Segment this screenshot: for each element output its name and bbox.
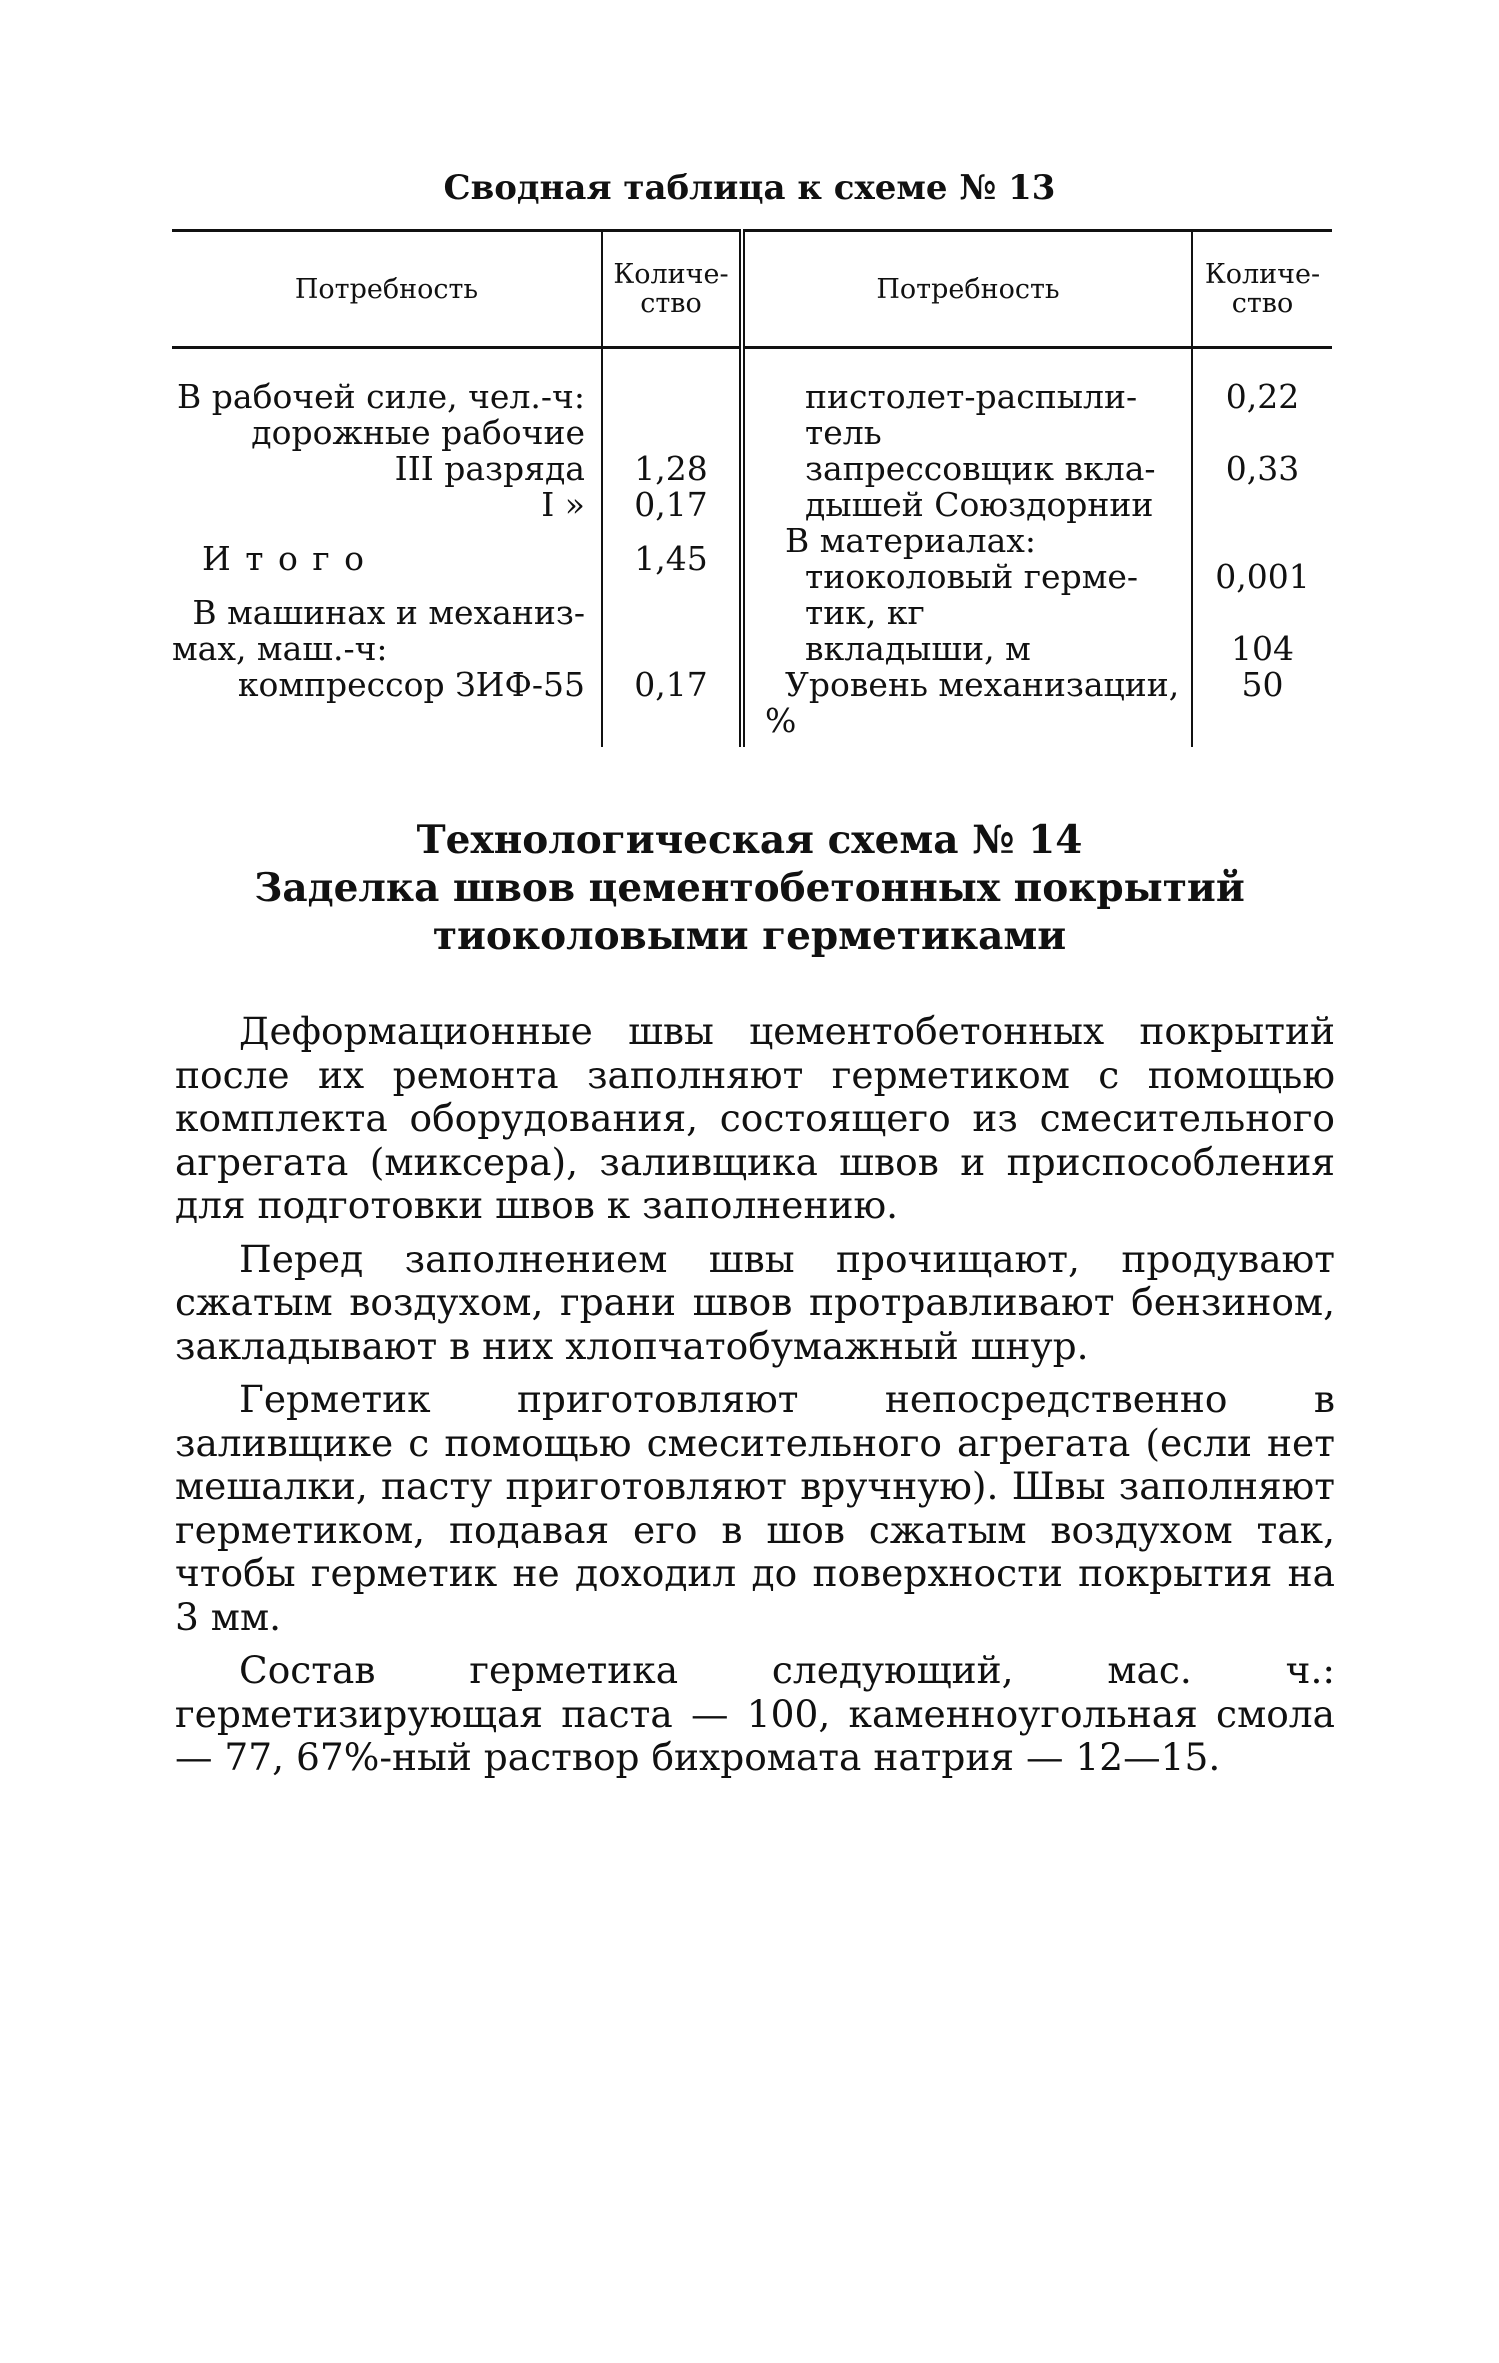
table-line: тель [805, 413, 882, 452]
table-line: I » [541, 485, 585, 524]
table-line: запрессовщик вкла- [805, 449, 1156, 488]
table-line: % [765, 701, 797, 740]
header-needs-right: Потребность [742, 231, 1192, 348]
table-line: тик, кг [805, 593, 925, 632]
right-needs-cell [742, 348, 1192, 748]
table-line: III разряда [394, 449, 585, 488]
header-needs-left: Потребность [172, 231, 602, 348]
header-quantity-right [1192, 231, 1332, 348]
left-qty-cell [602, 348, 742, 748]
qty-value: 50 [1241, 665, 1284, 704]
section-title [0, 816, 1499, 960]
table-line: мах, маш.-ч: [172, 629, 388, 668]
qty-value: 0,22 [1225, 377, 1300, 416]
table-line: Уровень механизации, [785, 665, 1180, 704]
qty-value: 0,17 [634, 485, 708, 524]
qty-value: 1,28 [634, 449, 708, 488]
header-quantity-line2: ство [640, 288, 702, 319]
qty-value: 104 [1231, 629, 1294, 668]
table-line: В рабочей силе, чел.-ч: [177, 377, 585, 416]
table-line: дорожные рабочие [251, 413, 585, 452]
paragraph: Герметик приготовляют непосредственно в заливщике с помощью смесительного агрегата (если нет мешалки, пасту приготовляют вручную). Швы заполняют герметиком, подавая его в шов сжатым воздухом так, чтобы герметик не доходил до поверхности покрытия на 3 мм. [175, 1377, 1335, 1639]
qty-value: 1,45 [634, 539, 708, 578]
section-title-line3: тиоколовыми герметиками [432, 913, 1067, 959]
header-quantity-line2: ство [1231, 288, 1294, 319]
table-line: В материалах: [785, 521, 1037, 560]
table-title: Сводная таблица к схеме № 13 [443, 168, 1056, 208]
paragraph: Деформационные швы цементобетонных покрытий после их ремонта заполняют герметиком с помощью комплекта оборудования, состоящего из смесительного агрегата (миксера), заливщика швов и приспособления для подготовки швов к заполнению. [175, 1009, 1335, 1227]
table-line: тиоколовый герме- [805, 557, 1139, 596]
header-quantity-left [602, 231, 742, 348]
qty-value: 0,17 [634, 665, 708, 704]
paragraph: Состав герметика следующий, мас. ч.: герметизирующая паста — 100, каменноугольная смола — 77, 67%-ный раствор бихромата натрия — 12—15. [175, 1648, 1335, 1779]
table-header-row [172, 231, 1332, 348]
table-line: пистолет-распыли- [805, 377, 1138, 416]
section-title-line2: Заделка швов цементобетонных покрытий [254, 865, 1245, 911]
qty-value: 0,33 [1225, 449, 1300, 488]
left-needs-cell [172, 348, 602, 748]
right-qty-cell [1192, 348, 1332, 748]
paragraph: Перед заполнением швы прочищают, продувают сжатым воздухом, грани швов протравливают бензином, закладывают в них хлопчатобумажный шнур. [175, 1236, 1335, 1368]
body-text [175, 1010, 1335, 1790]
table-line: дышей Союздорнии [805, 485, 1154, 524]
header-quantity-line1: Количе- [1204, 259, 1321, 290]
table-line-total: И т о г о [202, 539, 367, 578]
table-line: компрессор ЗИФ-55 [237, 665, 585, 704]
qty-value: 0,001 [1215, 557, 1310, 596]
header-quantity-line1: Количе- [613, 259, 729, 290]
section-title-line1: Технологическая схема № 14 [416, 817, 1083, 863]
table-body-row [172, 348, 1332, 748]
summary-table [172, 229, 1332, 747]
table-line: В машинах и механиз- [192, 593, 585, 632]
table-line: вкладыши, м [805, 629, 1031, 668]
